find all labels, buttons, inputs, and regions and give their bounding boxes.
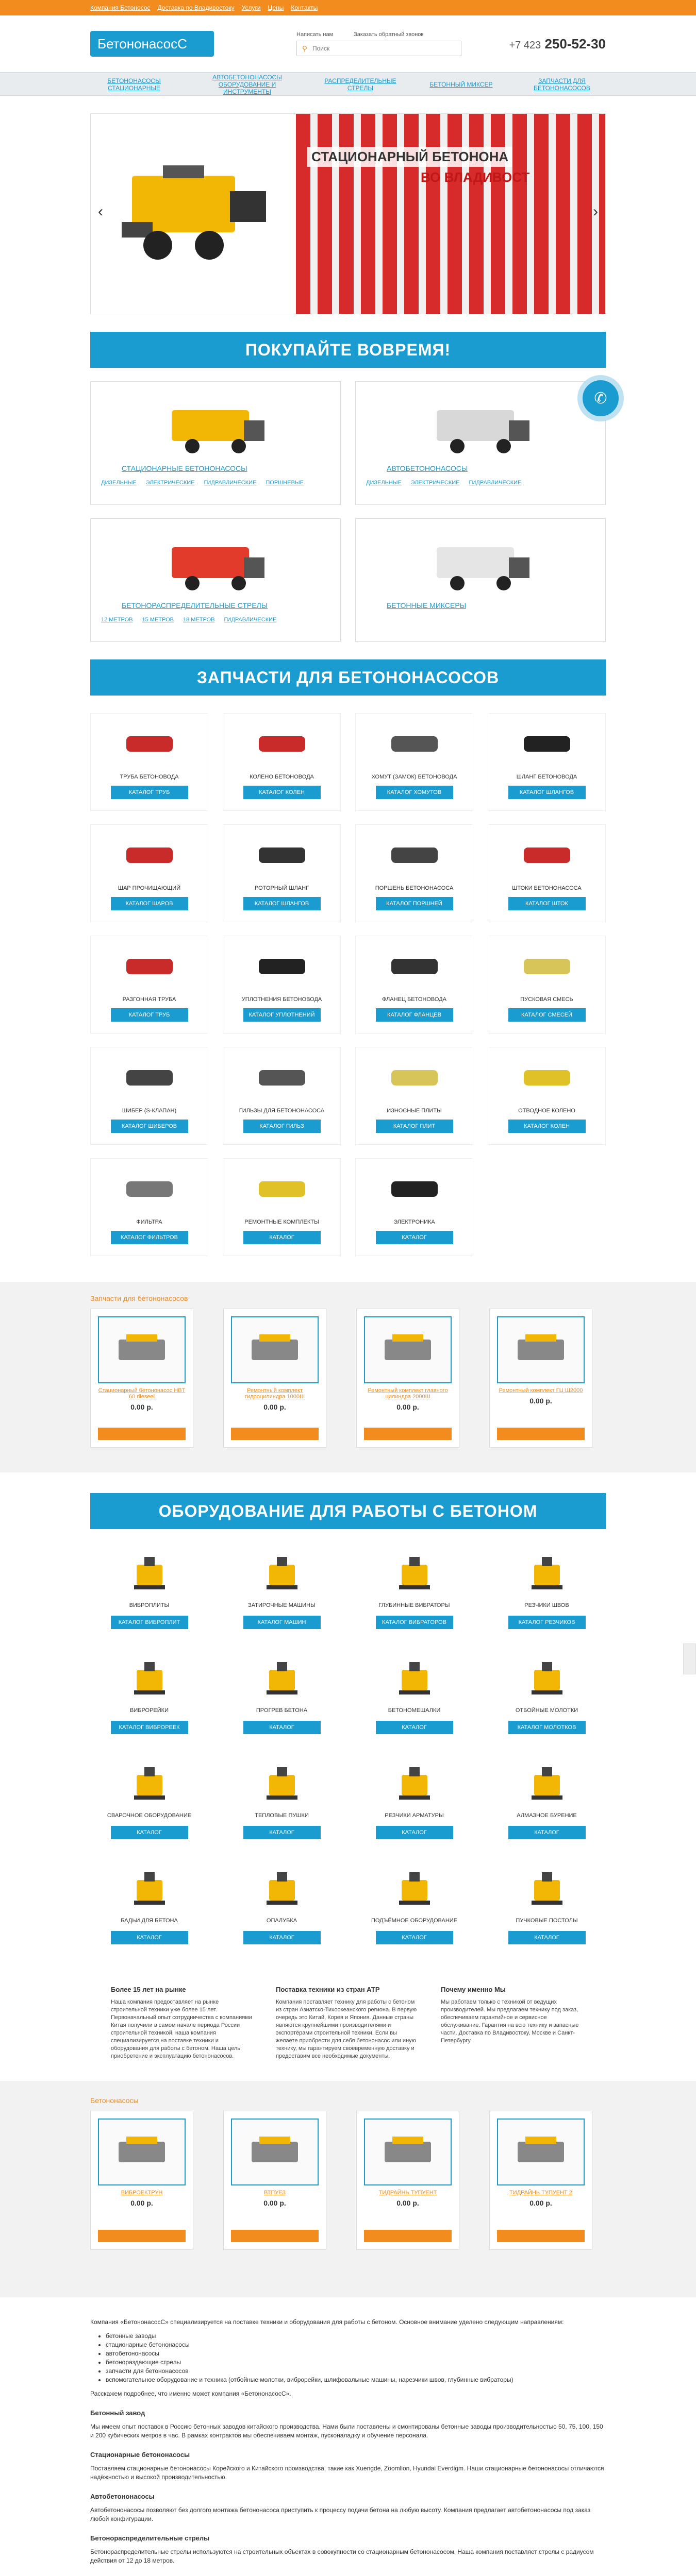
product-price: 0.00 р. bbox=[396, 1403, 419, 1411]
feature-text: Наша компания предоставляет на рынке строительной техники уже более 15 лет. Первоначальный опыт сотрудничества с компаниями Китая получили в самом начале периода России строительной техникой, наша компания специализируется на поставке техники и оборудования для работы с бетоном. Наша цель: приобретение и эксплуатацию бетононасосов. bbox=[111, 1999, 252, 2059]
equipment-card[interactable] bbox=[223, 1757, 341, 1850]
part-card[interactable] bbox=[90, 936, 208, 1033]
equipment-image bbox=[508, 1657, 586, 1703]
feature-block bbox=[276, 1986, 420, 2060]
feature-text: Мы работаем только с техникой от ведущих производителей. Мы предлагаем технику под заказ, обеспечиваем гарантийное и сервисное обслуживание. Гарантия на всю технику и запасные части. Доставка по Владивостоку, Москве и Санкт-Петербургу. bbox=[441, 1999, 579, 2044]
product-card[interactable] bbox=[489, 1309, 592, 1448]
feature-title: Почему именно Мы bbox=[441, 1986, 506, 1993]
part-card[interactable] bbox=[355, 713, 473, 811]
part-name: ШТОКИ БЕТОНОНАСОСА bbox=[512, 885, 582, 891]
about-list-item: • запчасти для бетононасосов bbox=[106, 2367, 606, 2376]
part-catalog-button[interactable]: КАТАЛОГ ПЛИТ bbox=[376, 1120, 453, 1133]
part-catalog-button[interactable]: КАТАЛОГ КОЛЕН bbox=[508, 1120, 586, 1133]
part-name: РОТОРНЫЙ ШЛАНГ bbox=[255, 885, 309, 891]
equipment-name: БЕТОНОМЕШАЛКИ bbox=[388, 1707, 441, 1714]
equipment-image bbox=[111, 1657, 188, 1703]
about-outro: Расскажем подробнее, что именно может компания «БетононасосС». bbox=[90, 2390, 291, 2397]
category-card[interactable] bbox=[355, 381, 606, 505]
part-name: ИЗНОСНЫЕ ПЛИТЫ bbox=[387, 1108, 442, 1114]
product-card[interactable] bbox=[90, 2111, 193, 2250]
part-name: ХОМУТ (ЗАМОК) БЕТОНОВОДА bbox=[371, 774, 457, 780]
part-catalog-button[interactable]: КАТАЛОГ ТРУБ bbox=[111, 786, 188, 799]
product-image bbox=[364, 1316, 452, 1383]
nav-item[interactable]: РАСПРЕДЕЛИТЕЛЬНЫЕ СТРЕЛЫ bbox=[324, 77, 396, 92]
part-card[interactable] bbox=[355, 1047, 473, 1145]
equipment-card[interactable] bbox=[90, 1757, 208, 1850]
part-image bbox=[111, 1166, 188, 1212]
parts-section-title: Запчасти для бетононасосов bbox=[90, 1294, 188, 1302]
category-row bbox=[90, 518, 606, 642]
part-name: ШЛАНГ БЕТОНОВОДА bbox=[516, 774, 577, 780]
equipment-card[interactable] bbox=[223, 1652, 341, 1744]
category-title[interactable]: АВТОБЕТОНОНАСОСЫ bbox=[387, 464, 468, 472]
hero-next-arrow[interactable]: › bbox=[593, 203, 598, 220]
part-name: ТРУБА БЕТОНОВОДА bbox=[120, 774, 179, 780]
product-name[interactable]: Ремонтный комплект гидроцилиндра 1000Ш bbox=[244, 1387, 305, 1400]
topbar-link[interactable]: Услуги bbox=[241, 4, 261, 11]
buy-button[interactable] bbox=[231, 2230, 319, 2242]
part-card[interactable] bbox=[90, 1158, 208, 1256]
part-catalog-button[interactable]: КАТАЛОГ bbox=[243, 1231, 321, 1244]
category-sub-link[interactable]: ЭЛЕКТРИЧЕСКИЕ bbox=[145, 480, 195, 486]
equipment-name: ЗАТИРОЧНЫЕ МАШИНЫ bbox=[248, 1602, 316, 1608]
product-image bbox=[98, 2119, 186, 2185]
product-price: 0.00 р. bbox=[130, 2199, 153, 2207]
product-price: 0.00 р. bbox=[263, 2199, 286, 2207]
equipment-name: ПРОГРЕВ БЕТОНА bbox=[256, 1707, 308, 1714]
part-name: ОТВОДНОЕ КОЛЕНО bbox=[518, 1108, 575, 1114]
category-image bbox=[101, 529, 330, 596]
part-image bbox=[111, 832, 188, 878]
equipment-image bbox=[508, 1867, 586, 1913]
part-name: ФИЛЬТРА bbox=[136, 1219, 162, 1225]
equipment-name: ВИБРОРЕЙКИ bbox=[129, 1707, 169, 1714]
feature-block bbox=[441, 1986, 585, 2060]
feature-title: Более 15 лет на рынке bbox=[111, 1986, 186, 1993]
product-price: 0.00 р. bbox=[396, 2199, 419, 2207]
part-name: ЭЛЕКТРОНИКА bbox=[393, 1219, 435, 1225]
about-heading-4: Бетонораспределительные стрелы bbox=[90, 2534, 210, 2542]
part-image bbox=[376, 1166, 453, 1212]
hero-title: СТАЦИОНАРНЫЙ БЕТОНОНА bbox=[307, 147, 512, 167]
buy-button[interactable] bbox=[364, 1428, 452, 1440]
equipment-catalog-button[interactable]: КАТАЛОГ bbox=[376, 1931, 453, 1944]
category-sub-link[interactable]: 15 МЕТРОВ bbox=[142, 617, 174, 623]
equipment-card[interactable] bbox=[223, 1862, 341, 1955]
equipment-name: РЕЗЧИКИ ШВОВ bbox=[524, 1602, 569, 1608]
equipment-name: ПОДЪЁМНОЕ ОБОРУДОВАНИЕ bbox=[371, 1918, 458, 1924]
topbar-link[interactable]: Контакты bbox=[291, 4, 318, 11]
equipment-image bbox=[243, 1762, 321, 1808]
equipment-catalog-button[interactable]: КАТАЛОГ ВИБРАТОРОВ bbox=[376, 1616, 453, 1629]
product-card[interactable] bbox=[489, 2111, 592, 2250]
main-nav bbox=[0, 72, 696, 96]
part-name: ПОРШЕНЬ БЕТОНОНАСОСА bbox=[375, 885, 454, 891]
phone-number[interactable] bbox=[509, 36, 606, 52]
product-card[interactable] bbox=[90, 1309, 193, 1448]
equipment-image bbox=[376, 1552, 453, 1598]
product-card[interactable] bbox=[223, 2111, 326, 2250]
equipment-card[interactable] bbox=[90, 1862, 208, 1955]
about-paragraph-3: Автобетононасосы позволяют без долгого монтажа бетононасоса приступить к процессу подачи бетона на любую высоту. Компания предлагает автобетононасосы под заказ любой конфигурации. bbox=[90, 2506, 591, 2522]
product-image bbox=[497, 2119, 585, 2185]
category-image bbox=[366, 392, 595, 459]
hero-subtitle: ВО ВЛАДИВОСТ bbox=[421, 170, 530, 185]
part-image bbox=[111, 721, 188, 767]
category-sub-link[interactable]: ГИДРАВЛИЧЕСКИЕ bbox=[224, 617, 277, 623]
header bbox=[0, 15, 696, 72]
equipment-name: ВИБРОПЛИТЫ bbox=[129, 1602, 170, 1608]
buy-button[interactable] bbox=[364, 2230, 452, 2242]
callback-link[interactable]: Заказать обратный звонок bbox=[354, 31, 424, 38]
category-row bbox=[90, 381, 606, 505]
equipment-card[interactable] bbox=[488, 1652, 606, 1744]
equipment-image bbox=[243, 1552, 321, 1598]
hero-slider[interactable] bbox=[90, 113, 606, 314]
product-price: 0.00 р. bbox=[529, 2199, 552, 2207]
equipment-card[interactable] bbox=[90, 1547, 208, 1639]
category-sub-link[interactable]: ГИДРАВЛИЧЕСКИЕ bbox=[469, 480, 522, 486]
category-card[interactable] bbox=[90, 381, 341, 505]
equipment-name: БАДЬИ ДЛЯ БЕТОНА bbox=[121, 1918, 178, 1924]
part-name: КОЛЕНО БЕТОНОВОДА bbox=[250, 774, 314, 780]
about-heading-2: Стационарные бетононасосы bbox=[90, 2451, 190, 2459]
topbar-link[interactable]: Компания Бетоносос bbox=[90, 4, 151, 11]
category-title[interactable]: БЕТОННЫЕ МИКСЕРЫ bbox=[387, 601, 467, 609]
hero-prev-arrow[interactable]: ‹ bbox=[98, 203, 103, 220]
about-list-item: • бетонные заводы bbox=[106, 2332, 606, 2341]
equipment-catalog-button[interactable]: КАТАЛОГ bbox=[243, 1931, 321, 1944]
product-image bbox=[231, 1316, 319, 1383]
features bbox=[90, 1986, 606, 2060]
write-us-link[interactable]: Написать нам bbox=[296, 31, 334, 38]
part-card[interactable] bbox=[223, 824, 341, 922]
equipment-name: ГЛУБИННЫЕ ВИБРАТОРЫ bbox=[378, 1602, 450, 1608]
about-text bbox=[90, 2318, 606, 2565]
equipment-name: АЛМАЗНОЕ БУРЕНИЕ bbox=[517, 1812, 577, 1819]
phone-main: 250-52-30 bbox=[544, 36, 606, 52]
part-name: ШАР ПРОЧИЩАЮЩИЙ bbox=[118, 885, 181, 891]
part-image bbox=[243, 1055, 321, 1101]
part-card[interactable] bbox=[488, 1047, 606, 1145]
equipment-banner: ОБОРУДОВАНИЕ ДЛЯ РАБОТЫ С БЕТОНОМ bbox=[90, 1493, 606, 1529]
category-image bbox=[101, 392, 330, 459]
category-subs bbox=[101, 480, 330, 486]
part-catalog-button[interactable]: КАТАЛОГ ШЛАНГОВ bbox=[508, 786, 586, 799]
part-image bbox=[376, 943, 453, 990]
about-paragraph-2: Поставляем стационарные бетононасосы Корейского и Китайского производства, такие как Xuengde, Zoomlion, Hyundai Everdigm. Наши стационарные бетононасосы отличаются надёжностью и высокой производительностью. bbox=[90, 2465, 604, 2481]
phone-icon: ✆ bbox=[594, 389, 607, 407]
about-list-item: • автобетононасосы bbox=[106, 2349, 606, 2358]
part-image bbox=[508, 832, 586, 878]
category-card[interactable] bbox=[355, 518, 606, 642]
equipment-image bbox=[111, 1552, 188, 1598]
part-card[interactable] bbox=[90, 1047, 208, 1145]
parts-products-section bbox=[0, 1282, 696, 1472]
part-catalog-button[interactable]: КАТАЛОГ ХОМУТОВ bbox=[376, 786, 453, 799]
about-paragraph-1: Мы имеем опыт поставок в Россию бетонных заводов китайского производства. Нами были поставлены и смонтированы бетонные заводы производительностью 50, 75, 100, 150 и 200 кубических метров в час. В рамках контрактов мы обеспечиваем монтаж, пусконаладку и обучение персонала. bbox=[90, 2423, 603, 2439]
equipment-catalog-button[interactable]: КАТАЛОГ bbox=[243, 1826, 321, 1839]
part-card[interactable] bbox=[223, 936, 341, 1033]
category-subs bbox=[366, 480, 595, 486]
part-name: ФЛАНЕЦ БЕТОНОВОДА bbox=[382, 996, 446, 1003]
product-price: 0.00 р. bbox=[529, 1397, 552, 1405]
part-name: ШИБЕР (S-КЛАПАН) bbox=[122, 1108, 177, 1114]
equipment-name: СВАРОЧНОЕ ОБОРУДОВАНИЕ bbox=[107, 1812, 192, 1819]
equipment-image bbox=[508, 1762, 586, 1808]
equipment-image bbox=[111, 1867, 188, 1913]
buy-banner: ПОКУПАЙТЕ ВОВРЕМЯ! bbox=[90, 332, 606, 368]
topbar-link[interactable]: Доставка по Владивостоку bbox=[157, 4, 235, 11]
category-sub-link[interactable]: 12 МЕТРОВ bbox=[101, 617, 133, 623]
category-sub-link[interactable]: ДИЗЕЛЬНЫЕ bbox=[366, 480, 402, 486]
equipment-card[interactable] bbox=[355, 1652, 473, 1744]
feature-block bbox=[111, 1986, 255, 2060]
part-catalog-button[interactable]: КАТАЛОГ ГИЛЬЗ bbox=[243, 1120, 321, 1133]
equipment-catalog-button[interactable]: КАТАЛОГ bbox=[111, 1826, 188, 1839]
buy-button[interactable] bbox=[98, 1428, 186, 1440]
equipment-image bbox=[376, 1657, 453, 1703]
top-bar bbox=[0, 0, 696, 15]
equipment-image bbox=[243, 1867, 321, 1913]
hero-background bbox=[296, 114, 605, 314]
about-intro: Компания «БетононасосС» специализируется на поставке техники и оборудования для работы с бетоном. Основное внимание уделено следующим направлениям: bbox=[90, 2318, 564, 2326]
feature-title: Поставка техники из стран АТР bbox=[276, 1986, 380, 1993]
equipment-image bbox=[376, 1762, 453, 1808]
part-card[interactable] bbox=[355, 1158, 473, 1256]
search-icon[interactable]: ⚲ bbox=[302, 44, 308, 53]
part-catalog-button[interactable]: КАТАЛОГ bbox=[376, 1231, 453, 1244]
product-name[interactable]: ТИДРАЙНЬ ТУПУЕНТ 2 bbox=[509, 2190, 572, 2196]
part-image bbox=[243, 943, 321, 990]
equipment-name: ПУЧКОВЫЕ ПОСТОЛЫ bbox=[516, 1918, 578, 1924]
equipment-catalog-button[interactable]: КАТАЛОГ bbox=[243, 1721, 321, 1734]
part-card[interactable] bbox=[488, 713, 606, 811]
search-input[interactable] bbox=[312, 42, 461, 55]
product-image bbox=[98, 1316, 186, 1383]
equipment-catalog-button[interactable]: КАТАЛОГ МОЛОТКОВ bbox=[508, 1721, 586, 1734]
part-catalog-button[interactable]: КАТАЛОГ ШТОК bbox=[508, 897, 586, 910]
equipment-image bbox=[508, 1552, 586, 1598]
nav-item[interactable]: АВТОБЕТОНОНАСОСЫ ОБОРУДОВАНИЕ И ИНСТРУМЕНТЫ bbox=[212, 74, 282, 95]
equipment-card[interactable] bbox=[223, 1547, 341, 1639]
part-catalog-button[interactable]: КАТАЛОГ ТРУБ bbox=[111, 1008, 188, 1022]
product-card[interactable] bbox=[223, 1309, 326, 1448]
part-catalog-button[interactable]: КАТАЛОГ ФИЛЬТРОВ bbox=[111, 1231, 188, 1244]
buy-button[interactable] bbox=[497, 2230, 585, 2242]
search-area bbox=[296, 31, 461, 56]
equipment-catalog-button[interactable]: КАТАЛОГ bbox=[508, 1826, 586, 1839]
equipment-catalog-button[interactable]: КАТАЛОГ ВИБРОРЕЕК bbox=[111, 1721, 188, 1734]
buy-button[interactable] bbox=[231, 1428, 319, 1440]
topbar-link[interactable]: Цены bbox=[268, 4, 284, 11]
part-catalog-button[interactable]: КАТАЛОГ КОЛЕН bbox=[243, 786, 321, 799]
part-name: РЕМОНТНЫЕ КОМПЛЕКТЫ bbox=[244, 1219, 319, 1225]
equipment-catalog-button[interactable]: КАТАЛОГ bbox=[376, 1826, 453, 1839]
part-image bbox=[243, 832, 321, 878]
category-title[interactable]: СТАЦИОНАРНЫЕ БЕТОНОНАСОСЫ bbox=[122, 464, 247, 472]
category-sub-link[interactable]: 18 МЕТРОВ bbox=[183, 617, 215, 623]
product-name[interactable]: ВТПУЕЗ bbox=[264, 2190, 286, 2196]
product-name[interactable]: Ремонтный комплект ГЦ Ш2000 bbox=[499, 1387, 583, 1394]
equipment-card[interactable] bbox=[488, 1862, 606, 1955]
call-button[interactable] bbox=[577, 375, 624, 421]
product-image bbox=[364, 2119, 452, 2185]
part-catalog-button[interactable]: КАТАЛОГ ШЛАНГОВ bbox=[243, 897, 321, 910]
buy-button[interactable] bbox=[98, 2230, 186, 2242]
product-name[interactable]: Стационарный бетононасос HBT 60 dieseel bbox=[98, 1387, 186, 1400]
product-card[interactable] bbox=[356, 2111, 459, 2250]
part-catalog-button[interactable]: КАТАЛОГ ШИБЕРОВ bbox=[111, 1120, 188, 1133]
buy-button[interactable] bbox=[497, 1428, 585, 1440]
equipment-card[interactable] bbox=[355, 1757, 473, 1850]
equipment-grid bbox=[90, 1547, 606, 1955]
nav-item[interactable]: БЕТОНОНАСОСЫ СТАЦИОНАРНЫЕ bbox=[107, 77, 161, 92]
part-card[interactable] bbox=[223, 1158, 341, 1256]
equipment-catalog-button[interactable]: КАТАЛОГ bbox=[508, 1931, 586, 1944]
product-image bbox=[231, 2119, 319, 2185]
about-heading-1: Бетонный завод bbox=[90, 2409, 145, 2417]
equipment-image bbox=[376, 1867, 453, 1913]
pumps-section-title: Бетононасосы bbox=[90, 2096, 139, 2105]
part-image bbox=[376, 1055, 453, 1101]
equipment-catalog-button[interactable]: КАТАЛОГ bbox=[376, 1721, 453, 1734]
equipment-card[interactable] bbox=[355, 1547, 473, 1639]
equipment-card[interactable] bbox=[355, 1862, 473, 1955]
part-card[interactable] bbox=[355, 936, 473, 1033]
part-image bbox=[111, 1055, 188, 1101]
equipment-card[interactable] bbox=[488, 1547, 606, 1639]
product-image bbox=[497, 1316, 585, 1383]
part-image bbox=[508, 721, 586, 767]
nav-item[interactable]: ЗАПЧАСТИ ДЛЯ БЕТОНОНАСОСОВ bbox=[534, 77, 590, 92]
product-price: 0.00 р. bbox=[130, 1403, 153, 1411]
equipment-name: ОПАЛУБКА bbox=[266, 1918, 297, 1924]
part-catalog-button[interactable]: КАТАЛОГ УПЛОТНЕНИЙ bbox=[243, 1008, 321, 1022]
part-image bbox=[508, 943, 586, 990]
part-catalog-button[interactable]: КАТАЛОГ ФЛАНЦЕВ bbox=[376, 1008, 453, 1022]
about-heading-3: Автобетононасосы bbox=[90, 2493, 155, 2500]
part-card[interactable] bbox=[223, 713, 341, 811]
product-card[interactable] bbox=[356, 1309, 459, 1448]
parts-grid bbox=[90, 713, 606, 1256]
equipment-catalog-button[interactable]: КАТАЛОГ ВИБРОПЛИТ bbox=[111, 1616, 188, 1629]
phone-prefix: +7 423 bbox=[509, 39, 541, 51]
category-subs bbox=[101, 617, 330, 623]
about-list-item: • бетонораздающие стрелы bbox=[106, 2358, 606, 2367]
search-box bbox=[296, 41, 461, 56]
part-image bbox=[243, 1166, 321, 1212]
part-name: РАЗГОННАЯ ТРУБА bbox=[122, 996, 176, 1003]
part-image bbox=[111, 943, 188, 990]
part-card[interactable] bbox=[90, 824, 208, 922]
about-list-item: • стационарные бетононасосы bbox=[106, 2341, 606, 2349]
part-image bbox=[243, 721, 321, 767]
part-card[interactable] bbox=[488, 936, 606, 1033]
part-image bbox=[376, 832, 453, 878]
category-sub-link[interactable]: ГИДРАВЛИЧЕСКИЕ bbox=[204, 480, 257, 486]
part-name: УПЛОТНЕНИЯ БЕТОНОВОДА bbox=[241, 996, 322, 1003]
parts-banner: ЗАПЧАСТИ ДЛЯ БЕТОНОНАСОСОВ bbox=[90, 659, 606, 696]
part-image bbox=[508, 1055, 586, 1101]
equipment-card[interactable] bbox=[90, 1652, 208, 1744]
part-card[interactable] bbox=[90, 713, 208, 811]
part-name: ГИЛЬЗЫ ДЛЯ БЕТОНОНАСОСА bbox=[239, 1108, 325, 1114]
site-logo[interactable]: БетононасосС bbox=[90, 31, 214, 57]
part-card[interactable] bbox=[355, 824, 473, 922]
part-card[interactable] bbox=[223, 1047, 341, 1145]
equipment-catalog-button[interactable]: КАТАЛОГ РЕЗЧИКОВ bbox=[508, 1616, 586, 1629]
equipment-name: ТЕПЛОВЫЕ ПУШКИ bbox=[255, 1812, 309, 1819]
scroll-handle[interactable] bbox=[683, 1643, 696, 1674]
equipment-card[interactable] bbox=[488, 1757, 606, 1850]
category-sub-link[interactable]: ДИЗЕЛЬНЫЕ bbox=[101, 480, 137, 486]
category-card[interactable] bbox=[90, 518, 341, 642]
product-price: 0.00 р. bbox=[263, 1403, 286, 1411]
part-card[interactable] bbox=[488, 824, 606, 922]
category-sub-link[interactable]: ЭЛЕКТРИЧЕСКИЕ bbox=[410, 480, 460, 486]
equipment-name: ОТБОЙНЫЕ МОЛОТКИ bbox=[515, 1707, 578, 1714]
category-sub-link[interactable]: ПОРШНЕВЫЕ bbox=[266, 480, 304, 486]
pumps-section bbox=[0, 2081, 696, 2297]
nav-item[interactable]: БЕТОННЫЙ МИКСЕР bbox=[429, 81, 493, 88]
equipment-image bbox=[111, 1762, 188, 1808]
part-catalog-button[interactable]: КАТАЛОГ СМЕСЕЙ bbox=[508, 1008, 586, 1022]
equipment-catalog-button[interactable]: КАТАЛОГ МАШИН bbox=[243, 1616, 321, 1629]
concrete-pump-image bbox=[111, 145, 276, 268]
product-name[interactable]: ВИБРОЕКТРУН bbox=[121, 2190, 163, 2196]
part-catalog-button[interactable]: КАТАЛОГ ПОРШНЕЙ bbox=[376, 897, 453, 910]
part-image bbox=[376, 721, 453, 767]
category-title[interactable]: БЕТОНОРАСПРЕДЕЛИТЕЛЬНЫЕ СТРЕЛЫ bbox=[122, 601, 268, 609]
part-catalog-button[interactable]: КАТАЛОГ ШАРОВ bbox=[111, 897, 188, 910]
part-name: ПУСКОВАЯ СМЕСЬ bbox=[520, 996, 573, 1003]
about-paragraph-4: Бетонораспределительные стрелы используются на строительных объектах в совокупности со стационарным бетононасосом. Наша компания поставляет стрелы с радиусом действия от 12 до 18 метров. bbox=[90, 2548, 594, 2564]
equipment-catalog-button[interactable]: КАТАЛОГ bbox=[111, 1931, 188, 1944]
feature-text: Компания поставляет технику для работы с бетоном из стран Азиатско-Тихоокеанского региона. В первую очередь это Китай, Корея и Япония. Данные страны являются крупнейшими производителями и экспортёрами строительной техники. Если вы желаете приобрести для себя бетононасос или иную технику, мы гарантируем своевременную доставку и предоставим все необходимые документы. bbox=[276, 1999, 417, 2059]
product-name[interactable]: Ремонтный комплект главного цилиндра 2000Ш bbox=[368, 1387, 448, 1400]
equipment-image bbox=[243, 1657, 321, 1703]
category-image bbox=[366, 529, 595, 596]
about-list-item: • вспомогательное оборудование и техника (отбойные молотки, виброрейки, шлифовальные машины, нарезчики швов, глубинные вибраторы) bbox=[106, 2376, 606, 2384]
equipment-name: РЕЗЧИКИ АРМАТУРЫ bbox=[385, 1812, 444, 1819]
product-name[interactable]: ТИДРАЙНЬ ТУПУЕНТ bbox=[378, 2190, 437, 2196]
